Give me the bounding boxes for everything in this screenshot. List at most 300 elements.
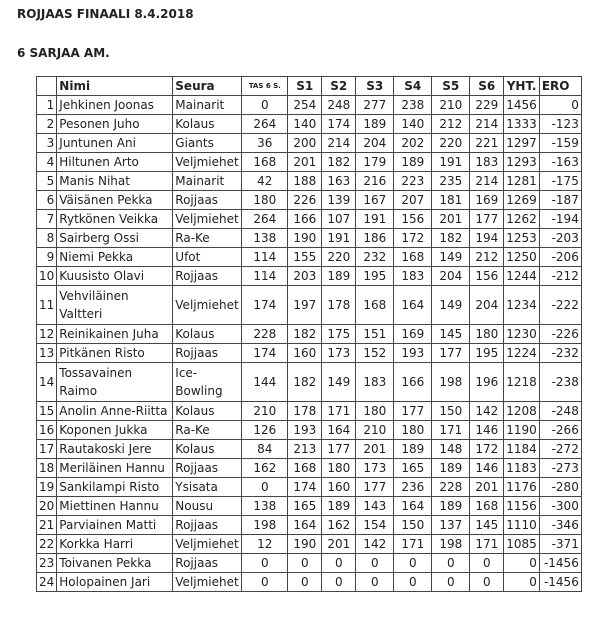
table-row bbox=[37, 96, 582, 115]
s3-cell: 195 bbox=[356, 267, 394, 286]
col-header-club: Seura bbox=[173, 77, 242, 96]
s5-cell: 149 bbox=[432, 286, 470, 325]
s1-cell: 190 bbox=[288, 535, 322, 554]
s4-cell: 150 bbox=[394, 516, 432, 535]
header-row bbox=[37, 77, 582, 96]
s3-cell: 191 bbox=[356, 210, 394, 229]
s1-cell: 226 bbox=[288, 191, 322, 210]
s5-cell: 210 bbox=[432, 96, 470, 115]
s5-cell: 0 bbox=[432, 573, 470, 592]
diff-cell: -232 bbox=[539, 344, 581, 363]
handicap-cell: 0 bbox=[242, 573, 288, 592]
s5-cell: 150 bbox=[432, 402, 470, 421]
s3-cell: 0 bbox=[356, 554, 394, 573]
club-cell: Ysisata bbox=[173, 478, 242, 497]
s2-cell: 182 bbox=[322, 153, 356, 172]
handicap-cell: 36 bbox=[242, 134, 288, 153]
name-cell: Holopainen Jari bbox=[57, 573, 173, 592]
name-cell: Väisänen Pekka bbox=[57, 191, 173, 210]
s2-cell: 189 bbox=[322, 267, 356, 286]
s3-cell: 143 bbox=[356, 497, 394, 516]
s3-cell: 177 bbox=[356, 478, 394, 497]
rank-cell: 11 bbox=[37, 286, 57, 325]
club-cell: Rojjaas bbox=[173, 344, 242, 363]
s2-cell: 214 bbox=[322, 134, 356, 153]
handicap-cell: 0 bbox=[242, 96, 288, 115]
results-table bbox=[36, 76, 582, 592]
total-cell: 1297 bbox=[504, 134, 540, 153]
s2-cell: 0 bbox=[322, 554, 356, 573]
s1-cell: 174 bbox=[288, 478, 322, 497]
s1-cell: 201 bbox=[288, 153, 322, 172]
club-cell: Rojjaas bbox=[173, 191, 242, 210]
table-row bbox=[37, 210, 582, 229]
handicap-cell: 138 bbox=[242, 229, 288, 248]
club-cell: Veljmiehet bbox=[173, 535, 242, 554]
club-cell: Rojjaas bbox=[173, 459, 242, 478]
s6-cell: 212 bbox=[470, 248, 504, 267]
name-cell: Juntunen Ani bbox=[57, 134, 173, 153]
name-cell: Koponen Jukka bbox=[57, 421, 173, 440]
s4-cell: 189 bbox=[394, 153, 432, 172]
col-header-s1: S1 bbox=[288, 77, 322, 96]
table-row bbox=[37, 248, 582, 267]
total-cell: 1190 bbox=[504, 421, 540, 440]
s4-cell: 171 bbox=[394, 535, 432, 554]
s2-cell: 162 bbox=[322, 516, 356, 535]
s2-cell: 178 bbox=[322, 286, 356, 325]
s2-cell: 248 bbox=[322, 96, 356, 115]
s2-cell: 160 bbox=[322, 478, 356, 497]
rank-cell: 7 bbox=[37, 210, 57, 229]
diff-cell: -226 bbox=[539, 325, 581, 344]
diff-cell: -222 bbox=[539, 286, 581, 325]
name-cell: Meriläinen Hannu bbox=[57, 459, 173, 478]
total-cell: 1234 bbox=[504, 286, 540, 325]
total-cell: 1224 bbox=[504, 344, 540, 363]
s3-cell: 0 bbox=[356, 573, 394, 592]
s6-cell: 156 bbox=[470, 267, 504, 286]
diff-cell: -194 bbox=[539, 210, 581, 229]
s5-cell: 149 bbox=[432, 248, 470, 267]
club-cell: Rojjaas bbox=[173, 267, 242, 286]
s5-cell: 212 bbox=[432, 115, 470, 134]
diff-cell: -212 bbox=[539, 267, 581, 286]
diff-cell: -300 bbox=[539, 497, 581, 516]
club-cell: Kolaus bbox=[173, 440, 242, 459]
s4-cell: 236 bbox=[394, 478, 432, 497]
total-cell: 1281 bbox=[504, 172, 540, 191]
s3-cell: 167 bbox=[356, 191, 394, 210]
s5-cell: 177 bbox=[432, 344, 470, 363]
s3-cell: 154 bbox=[356, 516, 394, 535]
rank-cell: 13 bbox=[37, 344, 57, 363]
s4-cell: 0 bbox=[394, 554, 432, 573]
s4-cell: 164 bbox=[394, 497, 432, 516]
table-row bbox=[37, 267, 582, 286]
s1-cell: 140 bbox=[288, 115, 322, 134]
s5-cell: 0 bbox=[432, 554, 470, 573]
s3-cell: 232 bbox=[356, 248, 394, 267]
name-cell: Kuusisto Olavi bbox=[57, 267, 173, 286]
handicap-cell: 138 bbox=[242, 497, 288, 516]
s1-cell: 178 bbox=[288, 402, 322, 421]
s2-cell: 107 bbox=[322, 210, 356, 229]
total-cell: 1208 bbox=[504, 402, 540, 421]
s6-cell: 169 bbox=[470, 191, 504, 210]
diff-cell: -346 bbox=[539, 516, 581, 535]
s1-cell: 254 bbox=[288, 96, 322, 115]
s6-cell: 183 bbox=[470, 153, 504, 172]
club-cell: Ra-Ke bbox=[173, 421, 242, 440]
name-cell: Rytkönen Veikka bbox=[57, 210, 173, 229]
table-row bbox=[37, 516, 582, 535]
col-header-s2: S2 bbox=[322, 77, 356, 96]
s3-cell: 216 bbox=[356, 172, 394, 191]
rank-cell: 4 bbox=[37, 153, 57, 172]
name-cell: Pesonen Juho bbox=[57, 115, 173, 134]
s5-cell: 191 bbox=[432, 153, 470, 172]
table-row bbox=[37, 172, 582, 191]
s4-cell: 169 bbox=[394, 325, 432, 344]
total-cell: 0 bbox=[504, 573, 540, 592]
club-cell: Giants bbox=[173, 134, 242, 153]
rank-cell: 19 bbox=[37, 478, 57, 497]
s4-cell: 140 bbox=[394, 115, 432, 134]
s5-cell: 235 bbox=[432, 172, 470, 191]
rank-cell: 3 bbox=[37, 134, 57, 153]
s1-cell: 165 bbox=[288, 497, 322, 516]
s3-cell: 183 bbox=[356, 363, 394, 402]
rank-cell: 10 bbox=[37, 267, 57, 286]
handicap-cell: 174 bbox=[242, 286, 288, 325]
col-header-diff: ERO bbox=[539, 77, 581, 96]
s6-cell: 201 bbox=[470, 478, 504, 497]
col-header-s3: S3 bbox=[356, 77, 394, 96]
s3-cell: 210 bbox=[356, 421, 394, 440]
name-cell: Hiltunen Arto bbox=[57, 153, 173, 172]
name-cell: Pitkänen Risto bbox=[57, 344, 173, 363]
name-cell: Sairberg Ossi bbox=[57, 229, 173, 248]
s1-cell: 193 bbox=[288, 421, 322, 440]
s4-cell: 189 bbox=[394, 440, 432, 459]
table-row bbox=[37, 402, 582, 421]
s5-cell: 189 bbox=[432, 497, 470, 516]
s1-cell: 182 bbox=[288, 363, 322, 402]
table-row bbox=[37, 440, 582, 459]
diff-cell: -187 bbox=[539, 191, 581, 210]
rank-cell: 12 bbox=[37, 325, 57, 344]
s5-cell: 182 bbox=[432, 229, 470, 248]
table-row bbox=[37, 497, 582, 516]
table-row bbox=[37, 421, 582, 440]
s2-cell: 149 bbox=[322, 363, 356, 402]
s3-cell: 151 bbox=[356, 325, 394, 344]
diff-cell: -159 bbox=[539, 134, 581, 153]
club-cell: Mainarit bbox=[173, 96, 242, 115]
s5-cell: 198 bbox=[432, 535, 470, 554]
total-cell: 1176 bbox=[504, 478, 540, 497]
table-row bbox=[37, 325, 582, 344]
s2-cell: 220 bbox=[322, 248, 356, 267]
s4-cell: 166 bbox=[394, 363, 432, 402]
club-cell: Mainarit bbox=[173, 172, 242, 191]
rank-cell: 23 bbox=[37, 554, 57, 573]
s4-cell: 156 bbox=[394, 210, 432, 229]
s6-cell: 214 bbox=[470, 172, 504, 191]
diff-cell: -371 bbox=[539, 535, 581, 554]
diff-cell: -163 bbox=[539, 153, 581, 172]
s1-cell: 200 bbox=[288, 134, 322, 153]
col-header-s4: S4 bbox=[394, 77, 432, 96]
name-cell: Miettinen Hannu bbox=[57, 497, 173, 516]
s4-cell: 172 bbox=[394, 229, 432, 248]
diff-cell: -248 bbox=[539, 402, 581, 421]
name-cell: Vehviläinen Valtteri bbox=[57, 286, 173, 325]
rank-cell: 5 bbox=[37, 172, 57, 191]
rank-cell: 14 bbox=[37, 363, 57, 402]
s6-cell: 195 bbox=[470, 344, 504, 363]
s2-cell: 191 bbox=[322, 229, 356, 248]
diff-cell: -123 bbox=[539, 115, 581, 134]
name-cell: Niemi Pekka bbox=[57, 248, 173, 267]
s1-cell: 166 bbox=[288, 210, 322, 229]
s6-cell: 0 bbox=[470, 554, 504, 573]
s2-cell: 163 bbox=[322, 172, 356, 191]
name-cell: Manis Nihat bbox=[57, 172, 173, 191]
col-header-s6: S6 bbox=[470, 77, 504, 96]
total-cell: 0 bbox=[504, 554, 540, 573]
diff-cell: -206 bbox=[539, 248, 581, 267]
table-row bbox=[37, 344, 582, 363]
table-row bbox=[37, 115, 582, 134]
s5-cell: 137 bbox=[432, 516, 470, 535]
col-header-name: Nimi bbox=[57, 77, 173, 96]
total-cell: 1269 bbox=[504, 191, 540, 210]
rank-cell: 18 bbox=[37, 459, 57, 478]
s4-cell: 165 bbox=[394, 459, 432, 478]
club-cell: Veljmiehet bbox=[173, 573, 242, 592]
s5-cell: 189 bbox=[432, 459, 470, 478]
s6-cell: 214 bbox=[470, 115, 504, 134]
diff-cell: -175 bbox=[539, 172, 581, 191]
total-cell: 1085 bbox=[504, 535, 540, 554]
handicap-cell: 210 bbox=[242, 402, 288, 421]
rank-cell: 20 bbox=[37, 497, 57, 516]
total-cell: 1333 bbox=[504, 115, 540, 134]
s5-cell: 171 bbox=[432, 421, 470, 440]
s4-cell: 164 bbox=[394, 286, 432, 325]
club-cell: Veljmiehet bbox=[173, 153, 242, 172]
club-cell: Ra-Ke bbox=[173, 229, 242, 248]
s1-cell: 155 bbox=[288, 248, 322, 267]
s2-cell: 177 bbox=[322, 440, 356, 459]
handicap-cell: 264 bbox=[242, 115, 288, 134]
s3-cell: 152 bbox=[356, 344, 394, 363]
total-cell: 1262 bbox=[504, 210, 540, 229]
s6-cell: 172 bbox=[470, 440, 504, 459]
rank-cell: 16 bbox=[37, 421, 57, 440]
s5-cell: 145 bbox=[432, 325, 470, 344]
handicap-cell: 168 bbox=[242, 153, 288, 172]
name-cell: Sankilampi Risto bbox=[57, 478, 173, 497]
s3-cell: 142 bbox=[356, 535, 394, 554]
s1-cell: 182 bbox=[288, 325, 322, 344]
s6-cell: 180 bbox=[470, 325, 504, 344]
name-cell: Reinikainen Juha bbox=[57, 325, 173, 344]
s4-cell: 238 bbox=[394, 96, 432, 115]
s6-cell: 0 bbox=[470, 573, 504, 592]
rank-cell: 15 bbox=[37, 402, 57, 421]
s2-cell: 173 bbox=[322, 344, 356, 363]
rank-cell: 24 bbox=[37, 573, 57, 592]
total-cell: 1156 bbox=[504, 497, 540, 516]
s1-cell: 164 bbox=[288, 516, 322, 535]
s3-cell: 168 bbox=[356, 286, 394, 325]
s2-cell: 139 bbox=[322, 191, 356, 210]
s6-cell: 171 bbox=[470, 535, 504, 554]
handicap-cell: 126 bbox=[242, 421, 288, 440]
total-cell: 1184 bbox=[504, 440, 540, 459]
rank-cell: 21 bbox=[37, 516, 57, 535]
handicap-cell: 0 bbox=[242, 554, 288, 573]
s1-cell: 213 bbox=[288, 440, 322, 459]
page-title: ROJJAAS FINAALI 8.4.2018 bbox=[17, 7, 194, 21]
s5-cell: 148 bbox=[432, 440, 470, 459]
handicap-cell: 162 bbox=[242, 459, 288, 478]
club-cell: Rojjaas bbox=[173, 554, 242, 573]
handicap-cell: 84 bbox=[242, 440, 288, 459]
s6-cell: 204 bbox=[470, 286, 504, 325]
s1-cell: 203 bbox=[288, 267, 322, 286]
s5-cell: 228 bbox=[432, 478, 470, 497]
table-body bbox=[37, 96, 582, 592]
table-row bbox=[37, 191, 582, 210]
s2-cell: 189 bbox=[322, 497, 356, 516]
s4-cell: 223 bbox=[394, 172, 432, 191]
table-row bbox=[37, 363, 582, 402]
rank-cell: 1 bbox=[37, 96, 57, 115]
s5-cell: 204 bbox=[432, 267, 470, 286]
s1-cell: 168 bbox=[288, 459, 322, 478]
s4-cell: 0 bbox=[394, 573, 432, 592]
club-cell: Veljmiehet bbox=[173, 210, 242, 229]
rank-cell: 2 bbox=[37, 115, 57, 134]
s4-cell: 168 bbox=[394, 248, 432, 267]
s3-cell: 179 bbox=[356, 153, 394, 172]
col-header-total: YHT. bbox=[504, 77, 540, 96]
handicap-cell: 180 bbox=[242, 191, 288, 210]
handicap-cell: 0 bbox=[242, 478, 288, 497]
s1-cell: 190 bbox=[288, 229, 322, 248]
table-row bbox=[37, 286, 582, 325]
name-cell: Rautakoski Jere bbox=[57, 440, 173, 459]
table-row bbox=[37, 229, 582, 248]
s2-cell: 175 bbox=[322, 325, 356, 344]
page-subtitle: 6 SARJAA AM. bbox=[17, 46, 110, 60]
handicap-cell: 144 bbox=[242, 363, 288, 402]
s5-cell: 201 bbox=[432, 210, 470, 229]
diff-cell: -272 bbox=[539, 440, 581, 459]
s6-cell: 146 bbox=[470, 459, 504, 478]
handicap-cell: 12 bbox=[242, 535, 288, 554]
s1-cell: 197 bbox=[288, 286, 322, 325]
s3-cell: 186 bbox=[356, 229, 394, 248]
handicap-cell: 198 bbox=[242, 516, 288, 535]
s2-cell: 201 bbox=[322, 535, 356, 554]
diff-cell: -238 bbox=[539, 363, 581, 402]
s4-cell: 207 bbox=[394, 191, 432, 210]
total-cell: 1230 bbox=[504, 325, 540, 344]
table-row bbox=[37, 153, 582, 172]
club-cell: Ufot bbox=[173, 248, 242, 267]
col-header-s5: S5 bbox=[432, 77, 470, 96]
name-cell: Korkka Harri bbox=[57, 535, 173, 554]
s5-cell: 220 bbox=[432, 134, 470, 153]
rank-cell: 9 bbox=[37, 248, 57, 267]
club-cell: Kolaus bbox=[173, 325, 242, 344]
s6-cell: 229 bbox=[470, 96, 504, 115]
table-row bbox=[37, 478, 582, 497]
s6-cell: 177 bbox=[470, 210, 504, 229]
diff-cell: -280 bbox=[539, 478, 581, 497]
name-cell: Jehkinen Joonas bbox=[57, 96, 173, 115]
s4-cell: 202 bbox=[394, 134, 432, 153]
s1-cell: 0 bbox=[288, 554, 322, 573]
total-cell: 1244 bbox=[504, 267, 540, 286]
total-cell: 1253 bbox=[504, 229, 540, 248]
rank-cell: 22 bbox=[37, 535, 57, 554]
club-cell: Kolaus bbox=[173, 115, 242, 134]
s6-cell: 146 bbox=[470, 421, 504, 440]
s4-cell: 180 bbox=[394, 421, 432, 440]
club-cell: Ice-Bowling bbox=[173, 363, 242, 402]
handicap-cell: 264 bbox=[242, 210, 288, 229]
club-cell: Kolaus bbox=[173, 402, 242, 421]
s6-cell: 145 bbox=[470, 516, 504, 535]
diff-cell: -266 bbox=[539, 421, 581, 440]
s6-cell: 142 bbox=[470, 402, 504, 421]
club-cell: Rojjaas bbox=[173, 516, 242, 535]
diff-cell: -1456 bbox=[539, 554, 581, 573]
s3-cell: 189 bbox=[356, 115, 394, 134]
name-cell: Anolin Anne-Riitta bbox=[57, 402, 173, 421]
s1-cell: 0 bbox=[288, 573, 322, 592]
s2-cell: 171 bbox=[322, 402, 356, 421]
total-cell: 1250 bbox=[504, 248, 540, 267]
handicap-cell: 114 bbox=[242, 267, 288, 286]
table-row bbox=[37, 459, 582, 478]
s6-cell: 196 bbox=[470, 363, 504, 402]
rank-cell: 17 bbox=[37, 440, 57, 459]
table-row bbox=[37, 554, 582, 573]
diff-cell: 0 bbox=[539, 96, 581, 115]
table-row bbox=[37, 134, 582, 153]
club-cell: Veljmiehet bbox=[173, 286, 242, 325]
col-header-handicap: TAS 6 S. bbox=[242, 77, 288, 96]
s4-cell: 183 bbox=[394, 267, 432, 286]
s3-cell: 180 bbox=[356, 402, 394, 421]
rank-cell: 6 bbox=[37, 191, 57, 210]
s3-cell: 201 bbox=[356, 440, 394, 459]
s3-cell: 204 bbox=[356, 134, 394, 153]
table-row bbox=[37, 535, 582, 554]
table-row bbox=[37, 573, 582, 592]
s2-cell: 164 bbox=[322, 421, 356, 440]
handicap-cell: 42 bbox=[242, 172, 288, 191]
s3-cell: 173 bbox=[356, 459, 394, 478]
s6-cell: 221 bbox=[470, 134, 504, 153]
